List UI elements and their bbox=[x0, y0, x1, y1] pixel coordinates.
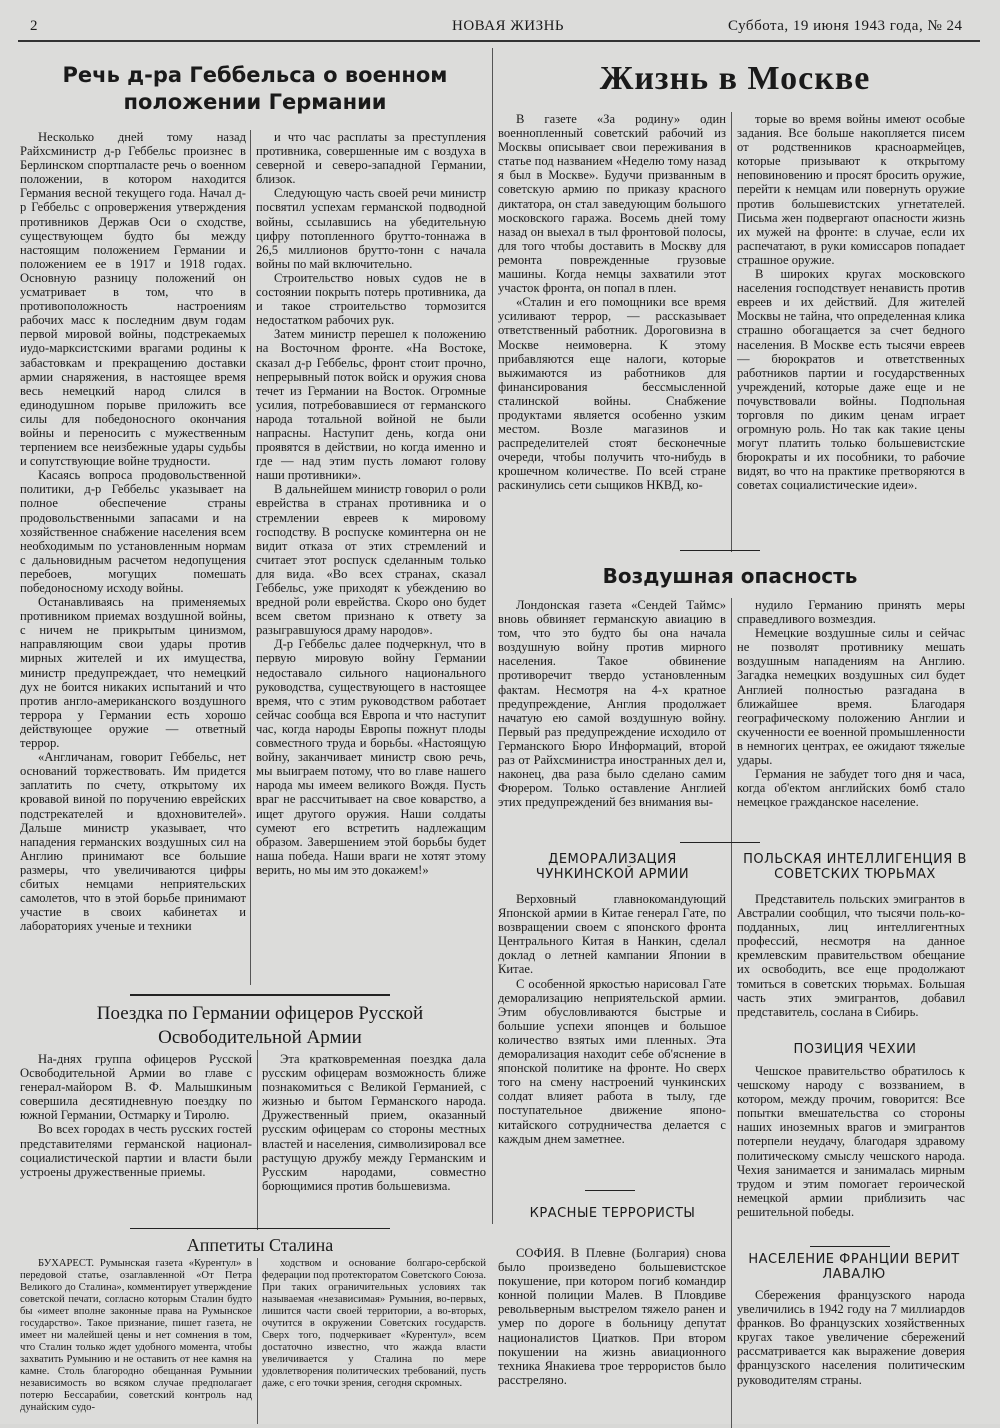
ornament-rule-3 bbox=[680, 550, 760, 551]
air-column-1 bbox=[498, 598, 726, 836]
paragraph: Касаясь вопроса продовольственной политики, д-р Геббельс указывает на полное обеспечение страны продовольственными запасами и на хозяйственное снабжение населения всем необходимым по установленным нормам с дальновидным расчетом недопущения перебоев, могущих помешать победоносному исходу войны. bbox=[20, 468, 246, 595]
paragraph: Д-р Геббельс далее подчеркнул, что в первую мировую войну Германии недоставало сильного национального руководства, существующего в настоящее время, что с этим руководством работает сейчас сообща вся Европа и что наступит час, когда народы Европы пожнут плоды совместного труда и борьбы. «Настоящую войну, заканчивает министр свою речь, мы выиграем потому, что во главе нашего народа мы имеем великого Вождя. Пусть враг не рассчитывает на свое коварство, а ищет другого оружия. Наши солдаты сумеют его встретить надлежащим образом. Завершением этой борьбы будет наша победа. Наши враги не хотят этому верить, но мы им это докажем!» bbox=[256, 637, 486, 877]
czech-body bbox=[737, 1064, 965, 1242]
issue-date: Суббота, 19 июня 1943 года, № 24 bbox=[728, 18, 963, 34]
goebbels-headline: Речь д-ра Геббельса о военном положении Германии bbox=[62, 63, 448, 114]
paragraph: Немецкие воздушные силы и сейчас не позволят противнику мешать воздушным нападениям на Англию. Загадка немецких воздушных сил будет Англией полностью разгадана в ближайшее время. Благодаря географическому положению Англии и скученности ее военной промышленности в немногих центрах, ее ожидают тяжелые удары. bbox=[737, 626, 965, 768]
polish-body bbox=[737, 892, 965, 1042]
red-headline: КРАСНЫЕ ТЕРРОРИСТЫ bbox=[529, 1206, 696, 1221]
paragraph: Останавливаясь на применяемых противником приемах воздушной войны, с ничем не прикрытым цинизмом, направляющим свои удары против мирных жителей и их имущества, министр предупреждает, что немецкий дух не боится никаких испытаний и что против англо-американского воздушного террора у Германии есть хорошо действующее оружие — ответный террор. bbox=[20, 595, 246, 751]
paragraph: Германия не забудет того дня и часа, когда об'ектом английских бомб стало немецкое гражданское население. bbox=[737, 767, 965, 810]
france-headline: НАСЕЛЕНИЕ ФРАНЦИИ ВЕРИТ ЛАВАЛЮ bbox=[748, 1252, 960, 1282]
czech-headline: ПОЗИЦИЯ ЧЕХИИ bbox=[793, 1042, 917, 1057]
moscow-headline: Жизнь в Москве bbox=[599, 60, 871, 97]
polish-headline: ПОЛЬСКАЯ ИНТЕЛЛИГЕНЦИЯ В СОВЕТСКИХ ТЮРЬМАХ bbox=[743, 852, 967, 882]
ornament-rule-6 bbox=[810, 1246, 890, 1247]
paragraph: БУХАРЕСТ. Румынская газета «Курентул» в передовой статье, озаглавленной «От Петра Великого до Сталина», комментирует утверждение советской печати, согласно которым Сталин будто бы «имеет вполне законные права на Румынское государство». Такое признание, пишет газета, не имеет ни малейшей цены и нет сомнения в том, что Сталин только ждет удобного момента, чтобы захватить Румынию и не оставить от нее камня на камне. Столь благородно обещанная Румынии независимость во всяком случае предполагает потерю Бессарабии, советский контроль над дунайским судо- bbox=[20, 1258, 252, 1413]
ornament-rule-5 bbox=[585, 1190, 635, 1191]
header-rule bbox=[18, 40, 980, 42]
officers-column-2 bbox=[262, 1052, 486, 1224]
paragraph: Несколько дней тому назад Райхсминистр д-р Геббельс произнес в Берлинском спортпаласте речь о военном положении, в котором находится Германия весной текущего года. Начал д-р Геббельс с опровержения утверждения противников Держав Оси о сходстве, существующем будто бы между настоящим положением Германии и положением ее в 1917 и 1918 годах. Основную разницу положений он усматривает в том, что в противоположность настроениям рабочих масс к последним двум годам первой мировой войны, подстрекаемых иудо-марксистскими врагами родины к забастовкам и прекращению доставки армии снаряжения, в настоящее время весь немецкий народ слился в единодушном порыве приложить все силы для победоносного окончания войны и переносить с мужественным терпением все неизбежные удары судьбы и сопутствующие войне трудности. bbox=[20, 130, 246, 469]
moscow-column-2 bbox=[737, 112, 965, 544]
paragraph: На-днях группа офицеров Русской Освободительной Армии во главе с генерал-майором В. Ф. Малышкиным совершила десятидневную поездку по южной Германии, Остмарку и Тиролю. bbox=[20, 1052, 252, 1123]
air-headline: Воздушная опасность bbox=[602, 564, 858, 588]
masthead: НОВАЯ ЖИЗНЬ bbox=[452, 18, 565, 34]
paragraph: Во всех городах в честь русских гостей представителями германской национал-социалистической партии и власти были устроены дружественные приемы. bbox=[20, 1122, 252, 1179]
paragraph: «Англичанам, говорит Геббельс, нет оснований торжествовать. Им придется заплатить по счету, открытому их кровавой виной по поручению еврейских подстрекателей и вдохновителей». Дальше министр указывает, что нападения германских воздушных сил на Англию принимают все большие размеры, что увеличиваются цифры сбитых немцами неприятельских самолетов, что в этой борьбе принимают участие в своих кабинетах и лабораториях ученые и техники bbox=[20, 750, 246, 934]
column-rule-officers bbox=[257, 1050, 258, 1230]
ornament-rule bbox=[130, 994, 390, 996]
column-rule-moscow bbox=[731, 112, 732, 552]
appetites-headline: Аппетиты Сталина bbox=[186, 1235, 334, 1255]
appetites-column-2 bbox=[262, 1258, 486, 1424]
paragraph: СОФИЯ. В Плевне (Болгария) снова было произведено большевистское покушение, при котором погиб командир конной полиции Малев. В Пловдиве револьверным выстрелом тяжело ранен и умер по дороге в больницу депутат националистов Циатков. При втором покушении на жизнь авиационного техника Янакиева трое террористов было расстреляно. bbox=[498, 1246, 726, 1387]
moscow-column-1 bbox=[498, 112, 726, 544]
paragraph: В широких кругах московского населения господствует ненависть против евреев и их действий. Для жителей Москвы не тайна, что определенная клика страшно обогащается за счет бедного населения. В Москве есть тысячи евреев — бюрократов и ответственных работников партии и государственных учреждений, которые даже еще и не почувствовали войны. Подпольная торговля по диким ценам играет огромную роль. Но так как такие цены могут платить только большевистские бюрократы и их пособники, то рабочие видят, во что на практике претворяются в советах социалистические идеи». bbox=[737, 267, 965, 493]
page-number: 2 bbox=[30, 18, 38, 34]
paragraph: Следующую часть своей речи министр посвятил успехам германской подводной войны, ссылавшись на убедительную цифру потопленного брутто-тоннажа в 26,5 миллионов брутто-тонн с начала войны по май включительно. bbox=[256, 186, 486, 271]
officers-column-1 bbox=[20, 1052, 252, 1224]
paragraph: Представитель польских эмигрантов в Австралии сообщил, что тысячи поль-ко-подданных, лиц интеллигентных профессий, несмотря на данное кремлевским правительством обещание их освободить, все еще продолжают томиться в советских тюрьмах. Большая часть этих эмигрантов, добавил представитель, сослана в Сибирь. bbox=[737, 892, 965, 1019]
paragraph: «Сталин и его помощники все время усиливают террор, — рассказывает ответственный работник. Дороговизна в Москве неимоверна. К этому прибавляются еще налоги, которые выжимаются из работников для финансирования бессмысленной сталинской войны. Снабжение продуктами является особенно узким местом. Возле магазинов и распределителей стоят бесконечные очереди, чтобы получить что-нибудь в крошечном количестве. По всей стране раскинулись сети сыщиков НКВД, ко- bbox=[498, 295, 726, 493]
paragraph: Эта кратковременная поездка дала русским офицерам возможность ближе познакомиться с Великой Германией, с жизнью и бытом Германского народа. Дружественный прием, оказанный русским офицерам со стороны местных властей и населения, символизировал все растущую дружбу между Германским и Русским народами, совместно борющимися против большевизма. bbox=[262, 1052, 486, 1193]
chunking-body bbox=[498, 892, 726, 1182]
paragraph: торые во время войны имеют особые задания. Все больше накопляется писем от родственников красноармейцев, которые призывают к открытому неповиновению и просят бросить оружие, перейти к немцам или повернуть оружие против большевистских угнетателей. Письма жен подвергают опасности жизнь их мужей на фронте: в случае, если их распечатают, в руки комиссаров попадает страшное оружие. bbox=[737, 112, 965, 267]
paragraph: Лондонская газета «Сендей Таймс» вновь обвиняет германскую авиацию в том, что это будто бы она начала воздушную войну против мирного населения. Такое обвинение противоречит твердо установленным фактам. Несмотря на 4-х кратное предупреждение, Англия продолжает начатую ею самой воздушную войну. Первый раз предупреждение исходило от Германского Бюро Информаций, второй раз от Райхсминистра иностранных дел и, наконец, два раза было сделано самим Фюрером. Только оставление Англией этих предупреждений без внимания вы- bbox=[498, 598, 726, 810]
paragraph: Строительство новых судов не в состоянии покрыть потерь противника, да и такое строительство тормозится недостатком рабочих рук. bbox=[256, 270, 486, 328]
paragraph: Верховный главнокомандующий Японской армии в Китае генерал Гате, по возвращении своем с японского фронта Центрального Китая в Нанкин, сделал доклад о летней кампании Японии в Китае. bbox=[498, 892, 726, 977]
france-body bbox=[737, 1288, 965, 1424]
ornament-rule-4 bbox=[680, 842, 760, 843]
paragraph: ходством и основание болгаро-сербской федерации под протекторатом Советского Союза. При таких ограничительных условиях так называемая «независимая» Румыния, во-первых, лишится части своей территории, а во-вторых, очутится в окружении Советских государств. Сверх того, подчеркивает «Курентул», всем достаточно известно, что жажда власти увеличивается у Сталина по мере удовлетворения политических требований, пусть даже, с его точки зрения, сегодня скромных. bbox=[262, 1258, 486, 1389]
paragraph: и что час расплаты за преступления противника, совершенные им с воздуха в северной и северо-западной Германии, близок. bbox=[256, 130, 486, 187]
paragraph: Сбережения французского народа увеличились в 1942 году на 7 миллиардов франков. Во французских хозяйственных кругах такое увеличение сбережений рассматривается как выражение доверия французского населения политическим руководителям страны. bbox=[737, 1288, 965, 1387]
paragraph: Затем министр перешел к положению на Восточном фронте. «На Востоке, сказал д-р Геббельс, фронт стоит прочно, непрерывный поток войск и оружия снова течет из Германии на Восток. Огромные усилия, потребовавшиеся от германского народа тотальной войной не были напрасны. Наступит день, когда они проявятся в действии, но когда именно и где — над этим пусть ломают голову наши противники». bbox=[256, 327, 486, 483]
paragraph: В газете «За родину» один военнопленный советский рабочий из Москвы описывает свои переживания в статье под названием «Неделю тому назад я был в Москве». Будучи призванным в советскую армию по приказу красного диктатора, он стал заведующим большого московского гаража. Восемь дней тому назад он выехал в тыл фронтовой полосы, для того чтобы доставить в Москву для ремонта поврежденные грузовые машины. Когда немцы захватили этот участок фронта, он попал в плен. bbox=[498, 112, 726, 296]
red-body bbox=[498, 1246, 726, 1424]
air-column-2 bbox=[737, 598, 965, 836]
ornament-rule-2 bbox=[130, 1228, 390, 1229]
paragraph: Чешское правительство обратилось к чешскому народу с воззванием, в котором, между прочим, говорится: Все попытки вмешательства со стороны наших иноземных врагов и эмигрантов потерпели неудачу, благодаря здравому политическому смыслу чешского народа. Чехия занимается и занималась мирным трудом и этим помогает героической немецкой армии приблизить час решительной победы. bbox=[737, 1064, 965, 1219]
paragraph: нудило Германию принять меры справедливого возмездия. bbox=[737, 598, 965, 627]
appetites-column-1 bbox=[20, 1258, 252, 1424]
column-rule-right bbox=[731, 598, 732, 1428]
paragraph: С особенной яркостью нарисовал Гате деморализацию неприятельской армии. Этим обусловливаются быстрые и большие успехи японцев и большое количество взятых ими пленных. Эта деморализация находит себе об'яснение в японской политике на фронте. Но сверх того на смену настроений чункинских солдат влияет работа в тылу, где поступательное движение японо-китайского сотрудничества делается с каждым днем заметнее. bbox=[498, 976, 726, 1146]
paragraph: В дальнейшем министр говорил о роли еврейства в странах противника и о стремлении евреев к мировому господству. В роспуске коминтерна он не видит отказа от этих стремлений и считает этот роспуск сделанным только для вида. «Во всех странах, сказал Геббельс, уже приходят к убеждению во вредной роли еврейства. Скоро оно будет всем светом признано к ответу за разыгравшуюся драму народов». bbox=[256, 482, 486, 638]
column-rule-goebbels bbox=[250, 130, 251, 985]
column-rule-center bbox=[492, 48, 493, 1224]
goebbels-column-2 bbox=[256, 130, 486, 986]
officers-headline: Поездка по Германии офицеров Русской Освободительной Армии bbox=[96, 1003, 424, 1048]
column-rule-appetites bbox=[257, 1258, 258, 1424]
goebbels-column-1 bbox=[20, 130, 246, 986]
chunking-headline: ДЕМОРАЛИЗАЦИЯ ЧУНКИНСКОЙ АРМИИ bbox=[535, 852, 690, 882]
